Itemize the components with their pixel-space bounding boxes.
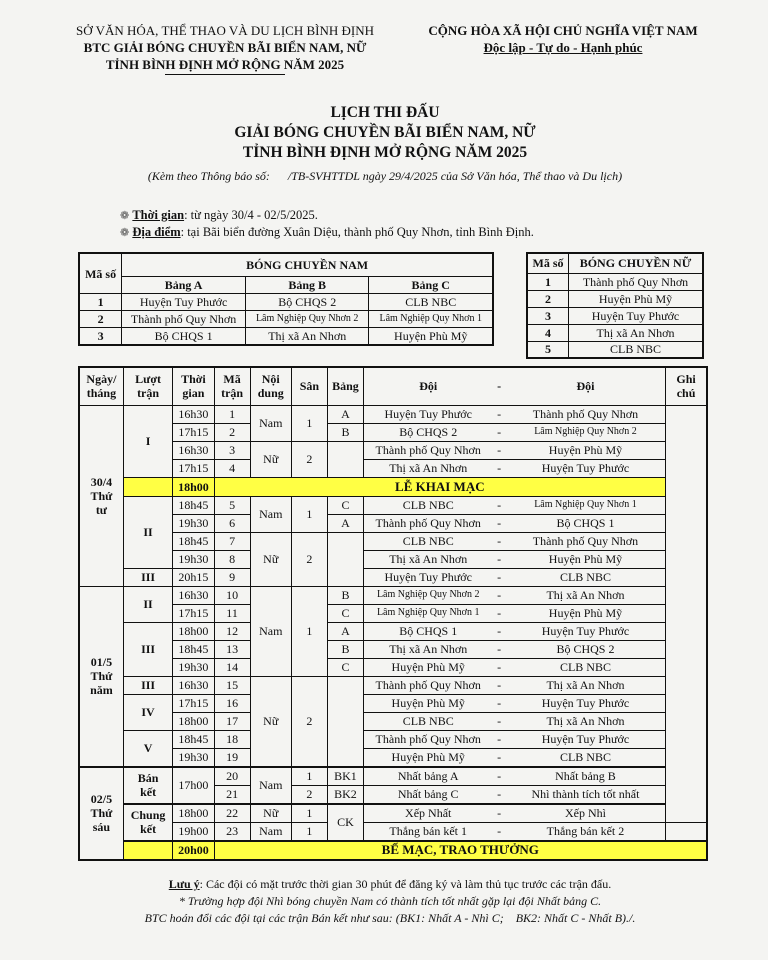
round-cell: II: [123, 586, 172, 622]
content-cell: Nam: [250, 405, 291, 441]
men-team: Bộ CHQS 1: [122, 328, 246, 345]
team-2: Bộ CHQS 1: [506, 514, 666, 532]
match-code: 12: [214, 622, 250, 640]
footer-notes: [60, 876, 720, 927]
closing-label: BẾ MẠC, TRAO THƯỞNG: [214, 841, 707, 860]
team-1: Xếp Nhất: [364, 804, 493, 823]
footer-note: [60, 876, 720, 893]
team-2: Huyện Tuy Phước: [506, 459, 666, 477]
men-team: Thành phố Quy Nhơn: [122, 311, 246, 328]
group-cell: B: [327, 586, 363, 604]
national-title: CỘNG HÒA XÃ HỘI CHỦ NGHĨA VIỆT NAM: [428, 23, 698, 38]
team-1: CLB NBC: [364, 496, 493, 514]
day-cell: 01/5 Thứ năm: [79, 586, 123, 767]
women-row-code: 5: [527, 341, 569, 358]
dash: -: [492, 441, 505, 459]
content-cell: Nam: [250, 822, 291, 841]
match-code: 3: [214, 441, 250, 459]
men-team: CLB NBC: [369, 294, 493, 311]
team-1: Nhất bảng C: [364, 785, 493, 804]
dash: -: [492, 423, 505, 441]
match-time: 18h00: [173, 622, 214, 640]
men-row-code: 2: [79, 311, 122, 328]
match-code: 10: [214, 586, 250, 604]
team-1: Thắng bán kết 1: [364, 822, 493, 841]
flower-bullet-icon: ❁: [120, 210, 130, 222]
table-row: [79, 712, 707, 730]
men-team: Lâm Nghiệp Quy Nhơn 2: [245, 311, 369, 328]
content-cell: Nam: [250, 496, 291, 532]
group-cell: BK1: [327, 767, 363, 786]
women-row-code: 3: [527, 307, 569, 324]
team-1: CLB NBC: [364, 712, 493, 730]
table-row: [79, 586, 707, 604]
dash: -: [492, 785, 505, 804]
women-team: Huyện Tuy Phước: [569, 307, 704, 324]
dash: -: [492, 730, 505, 748]
men-team: Huyện Tuy Phước: [122, 294, 246, 311]
content-cell: Nữ: [250, 676, 291, 767]
men-row-code: 3: [79, 328, 122, 345]
title-line-3: TỈNH BÌNH ĐỊNH MỞ RỘNG NĂM 2025: [242, 144, 528, 161]
content-cell: Nữ: [250, 532, 291, 586]
table-row: [79, 459, 707, 477]
table-row: [79, 550, 707, 568]
dash: -: [492, 550, 505, 568]
dash: -: [492, 767, 505, 786]
men-row-code: 1: [79, 294, 122, 311]
dash: -: [492, 748, 505, 767]
round-cell: II: [123, 496, 172, 568]
match-code: 2: [214, 423, 250, 441]
women-team: Thành phố Quy Nhơn: [569, 273, 704, 290]
men-team: Lâm Nghiệp Quy Nhơn 1: [369, 311, 493, 328]
match-code: 9: [214, 568, 250, 586]
match-time: 18h45: [173, 730, 214, 748]
round-cell: Chung kết: [123, 804, 172, 841]
dash: -: [492, 604, 505, 622]
women-row-code: 2: [527, 290, 569, 307]
table-row: [79, 822, 707, 841]
team-1: Thị xã An Nhơn: [364, 459, 493, 477]
team-1: Thành phố Quy Nhơn: [364, 676, 493, 694]
match-code: 13: [214, 640, 250, 658]
round-cell: Bán kết: [123, 767, 172, 804]
col-noi-dung: Nội dung: [250, 367, 291, 405]
table-row: [79, 423, 707, 441]
match-time: 16h30: [173, 586, 214, 604]
match-time: 19h00: [173, 822, 214, 841]
table-row: [79, 441, 707, 459]
team-1: Lâm Nghiệp Quy Nhơn 2: [364, 586, 493, 604]
dash: -: [492, 405, 505, 423]
col-luot-tran: Lượt trận: [123, 367, 172, 405]
info-time: [120, 207, 318, 225]
table-row: [79, 804, 707, 823]
table-row: [79, 767, 707, 786]
team-1: Thị xã An Nhơn: [364, 640, 493, 658]
info-place: [120, 224, 534, 242]
team-1: Huyện Tuy Phước: [364, 405, 493, 423]
match-time: 17h15: [173, 694, 214, 712]
match-time: 16h30: [173, 405, 214, 423]
group-cell: BK2: [327, 785, 363, 804]
match-code: 14: [214, 658, 250, 676]
team-1: Thị xã An Nhơn: [364, 550, 493, 568]
note-cell: [666, 405, 707, 822]
team-2: Bộ CHQS 2: [506, 640, 666, 658]
group-cell: [327, 676, 363, 767]
dash: -: [492, 804, 505, 823]
schedule-table: [78, 366, 708, 861]
match-code: 5: [214, 496, 250, 514]
header-left: [60, 22, 390, 75]
dash: -: [492, 658, 505, 676]
match-code: 23: [214, 822, 250, 841]
table-row: [79, 694, 707, 712]
court-cell: 1: [291, 804, 327, 823]
team-2: CLB NBC: [506, 748, 666, 767]
col-ngay-thang: Ngày/ tháng: [79, 367, 123, 405]
match-time: 16h30: [173, 676, 214, 694]
men-title: BÓNG CHUYỀN NAM: [122, 253, 493, 277]
women-team: Thị xã An Nhơn: [569, 324, 704, 341]
place-value: : tại Bãi biển đường Xuân Diệu, thành phố Quy Nhơn, tỉnh Bình Định.: [180, 225, 534, 239]
title-line-1: LỊCH THI ĐẤU: [330, 104, 440, 121]
team-2: Huyện Phù Mỹ: [506, 604, 666, 622]
women-row-code: 4: [527, 324, 569, 341]
col-san: Sân: [291, 367, 327, 405]
dash: -: [492, 459, 505, 477]
group-cell: C: [327, 658, 363, 676]
court-cell: 1: [291, 405, 327, 441]
team-2: Thị xã An Nhơn: [506, 586, 666, 604]
match-time: 16h30: [173, 441, 214, 459]
table-row: [79, 730, 707, 748]
group-cell: CK: [327, 804, 363, 841]
table-row: [79, 676, 707, 694]
table-row: [79, 658, 707, 676]
match-code: 11: [214, 604, 250, 622]
match-code: 21: [214, 785, 250, 804]
round-cell: III: [123, 676, 172, 694]
court-cell: 1: [291, 767, 327, 786]
team-1: Huyện Phù Mỹ: [364, 694, 493, 712]
dash: -: [492, 640, 505, 658]
team-2: Thắng bán kết 2: [506, 822, 666, 841]
table-row: [79, 405, 707, 423]
opening-time: 18h00: [173, 477, 214, 496]
flower-bullet-icon: ❁: [120, 227, 130, 239]
day-cell: 02/5 Thứ sáu: [79, 767, 123, 860]
men-team: Bộ CHQS 2: [245, 294, 369, 311]
women-row-code: 1: [527, 273, 569, 290]
match-time: 17h15: [173, 459, 214, 477]
team-2: Huyện Tuy Phước: [506, 694, 666, 712]
team-1: Huyện Phù Mỹ: [364, 748, 493, 767]
group-cell: C: [327, 604, 363, 622]
note-label: Lưu ý: [168, 877, 200, 891]
group-cell: A: [327, 622, 363, 640]
table-row: [79, 622, 707, 640]
dash: -: [492, 712, 505, 730]
match-code: 4: [214, 459, 250, 477]
men-team: Huyện Phù Mỹ: [369, 328, 493, 345]
team-1: CLB NBC: [364, 532, 493, 550]
col-dash: -: [492, 367, 505, 405]
match-time: 17h00: [173, 767, 214, 804]
team-2: Thành phố Quy Nhơn: [506, 532, 666, 550]
dash: -: [492, 676, 505, 694]
round-cell: V: [123, 730, 172, 767]
match-code: 19: [214, 748, 250, 767]
court-cell: 1: [291, 586, 327, 676]
team-2: CLB NBC: [506, 658, 666, 676]
opening-label: LỄ KHAI MẠC: [214, 477, 666, 496]
header-left-rule: [165, 74, 285, 75]
match-code: 16: [214, 694, 250, 712]
match-time: 17h15: [173, 423, 214, 441]
group-cell: [327, 532, 363, 586]
col-ghi-chu: Ghi chú: [666, 367, 707, 405]
team-1: Thành phố Quy Nhơn: [364, 514, 493, 532]
team-1: Nhất bảng A: [364, 767, 493, 786]
group-cell: A: [327, 514, 363, 532]
team-2: Huyện Phù Mỹ: [506, 441, 666, 459]
closing-time: 20h00: [173, 841, 214, 860]
team-1: Bộ CHQS 2: [364, 423, 493, 441]
match-time: 18h45: [173, 496, 214, 514]
match-time: 17h15: [173, 604, 214, 622]
match-time: 18h45: [173, 640, 214, 658]
dash: -: [492, 622, 505, 640]
time-label: Thời gian: [132, 208, 185, 222]
women-team: Huyện Phù Mỹ: [569, 290, 704, 307]
table-row: [79, 640, 707, 658]
dash: -: [492, 532, 505, 550]
header-right: [418, 22, 708, 56]
men-group-a: Bảng A: [122, 277, 246, 294]
document-title: [60, 103, 710, 163]
group-cell: A: [327, 405, 363, 423]
team-1: Thành phố Quy Nhơn: [364, 441, 493, 459]
col-bang: Bảng: [327, 367, 363, 405]
team-1: Huyện Phù Mỹ: [364, 658, 493, 676]
day-cell: 30/4 Thứ tư: [79, 405, 123, 586]
men-team: Thị xã An Nhơn: [245, 328, 369, 345]
match-time: 18h00: [173, 804, 214, 823]
match-time: 20h15: [173, 568, 214, 586]
time-value: : từ ngày 30/4 - 02/5/2025.: [184, 208, 318, 222]
org-committee: BTC GIẢI BÓNG CHUYỀN BÃI BIỂN NAM, NỮ: [83, 40, 367, 55]
group-cell: [327, 441, 363, 477]
court-cell: 2: [291, 785, 327, 804]
table-row: [79, 748, 707, 767]
content-cell: Nam: [250, 586, 291, 676]
match-time: 19h30: [173, 514, 214, 532]
team-2: Lâm Nghiệp Quy Nhơn 2: [506, 423, 666, 441]
match-code: 22: [214, 804, 250, 823]
team-2: Thành phố Quy Nhơn: [506, 405, 666, 423]
men-group-c: Bảng C: [369, 277, 493, 294]
team-2: Nhất bảng B: [506, 767, 666, 786]
match-time: 18h00: [173, 712, 214, 730]
closing-ceremony-row: [79, 841, 707, 860]
dash: -: [492, 822, 505, 841]
team-2: Huyện Tuy Phước: [506, 622, 666, 640]
opening-ceremony-row: [79, 477, 707, 496]
content-cell: Nữ: [250, 804, 291, 823]
document-subtitle: (Kèm theo Thông báo số: /TB-SVHTTDL ngày 29/4/2025 của Sở Văn hóa, Thể thao và Du lịch): [147, 169, 623, 183]
schedule-header-row: [79, 367, 707, 405]
round-cell: III: [123, 622, 172, 676]
match-time: 19h30: [173, 550, 214, 568]
group-cell: B: [327, 640, 363, 658]
team-2: Thị xã An Nhơn: [506, 676, 666, 694]
group-cell: C: [327, 496, 363, 514]
match-time: 19h30: [173, 748, 214, 767]
org-scope: TỈNH BÌNH ĐỊNH MỞ RỘNG NĂM 2025: [105, 57, 345, 72]
women-ma-so-header: Mã số: [527, 253, 569, 273]
table-row: [79, 514, 707, 532]
match-code: 6: [214, 514, 250, 532]
round-cell: IV: [123, 694, 172, 730]
team-2: Huyện Tuy Phước: [506, 730, 666, 748]
team-1: Huyện Tuy Phước: [364, 568, 493, 586]
women-title: BÓNG CHUYỀN NỮ: [569, 253, 704, 273]
dash: -: [492, 586, 505, 604]
women-team: CLB NBC: [569, 341, 704, 358]
title-line-2: GIẢI BÓNG CHUYỀN BÃI BIỂN NAM, NỮ: [234, 124, 536, 141]
table-row: [79, 496, 707, 514]
men-group-b: Bảng B: [245, 277, 369, 294]
round-cell: I: [123, 405, 172, 477]
table-row: [79, 532, 707, 550]
dash: -: [492, 568, 505, 586]
team-1: Bộ CHQS 1: [364, 622, 493, 640]
women-teams-table: [526, 252, 704, 359]
team-2: Huyện Phù Mỹ: [506, 550, 666, 568]
team-2: Thị xã An Nhơn: [506, 712, 666, 730]
table-row: [79, 568, 707, 586]
team-1: Thành phố Quy Nhơn: [364, 730, 493, 748]
col-doi-1: Đội: [364, 367, 493, 405]
men-ma-so-header: Mã số: [79, 253, 122, 294]
dash: -: [492, 496, 505, 514]
note-text: : Các đội có mặt trước thời gian 30 phút để đăng ký và làm thủ tục trước các trận đấu.: [199, 877, 612, 891]
col-thoi-gian: Thời gian: [173, 367, 214, 405]
match-code: 7: [214, 532, 250, 550]
dash: -: [492, 514, 505, 532]
court-cell: 1: [291, 822, 327, 841]
note-line-2: * Trường hợp đội Nhì bóng chuyền Nam có thành tích tốt nhất gặp lại đội Nhất bảng C.: [178, 894, 602, 908]
round-cell: III: [123, 568, 172, 586]
match-code: 15: [214, 676, 250, 694]
col-doi-2: Đội: [506, 367, 666, 405]
court-cell: 2: [291, 532, 327, 586]
court-cell: 2: [291, 441, 327, 477]
men-groups-table: [78, 252, 494, 346]
national-motto: Độc lập - Tự do - Hạnh phúc: [483, 40, 643, 55]
table-row: [79, 604, 707, 622]
team-2: Lâm Nghiệp Quy Nhơn 1: [506, 496, 666, 514]
content-cell: Nam: [250, 767, 291, 804]
court-cell: 1: [291, 496, 327, 532]
match-code: 20: [214, 767, 250, 786]
match-time: 18h45: [173, 532, 214, 550]
dash: -: [492, 694, 505, 712]
group-cell: B: [327, 423, 363, 441]
match-time: 19h30: [173, 658, 214, 676]
place-label: Địa điểm: [132, 225, 181, 239]
team-1: Lâm Nghiệp Quy Nhơn 1: [364, 604, 493, 622]
match-code: 18: [214, 730, 250, 748]
match-code: 1: [214, 405, 250, 423]
match-code: 17: [214, 712, 250, 730]
team-2: Nhì thành tích tốt nhất: [506, 785, 666, 804]
court-cell: 2: [291, 676, 327, 767]
match-code: 8: [214, 550, 250, 568]
note-line-3: BTC hoán đổi các đội tại các trận Bán kết như sau: (BK1: Nhất A - Nhì C; BK2: Nhất C - Nhất B)./.: [144, 911, 636, 925]
col-ma-tran: Mã trận: [214, 367, 250, 405]
content-cell: Nữ: [250, 441, 291, 477]
team-2: Xếp Nhì: [506, 804, 666, 823]
team-2: CLB NBC: [506, 568, 666, 586]
org-name: SỞ VĂN HÓA, THỂ THAO VÀ DU LỊCH BÌNH ĐỊNH: [75, 23, 375, 38]
